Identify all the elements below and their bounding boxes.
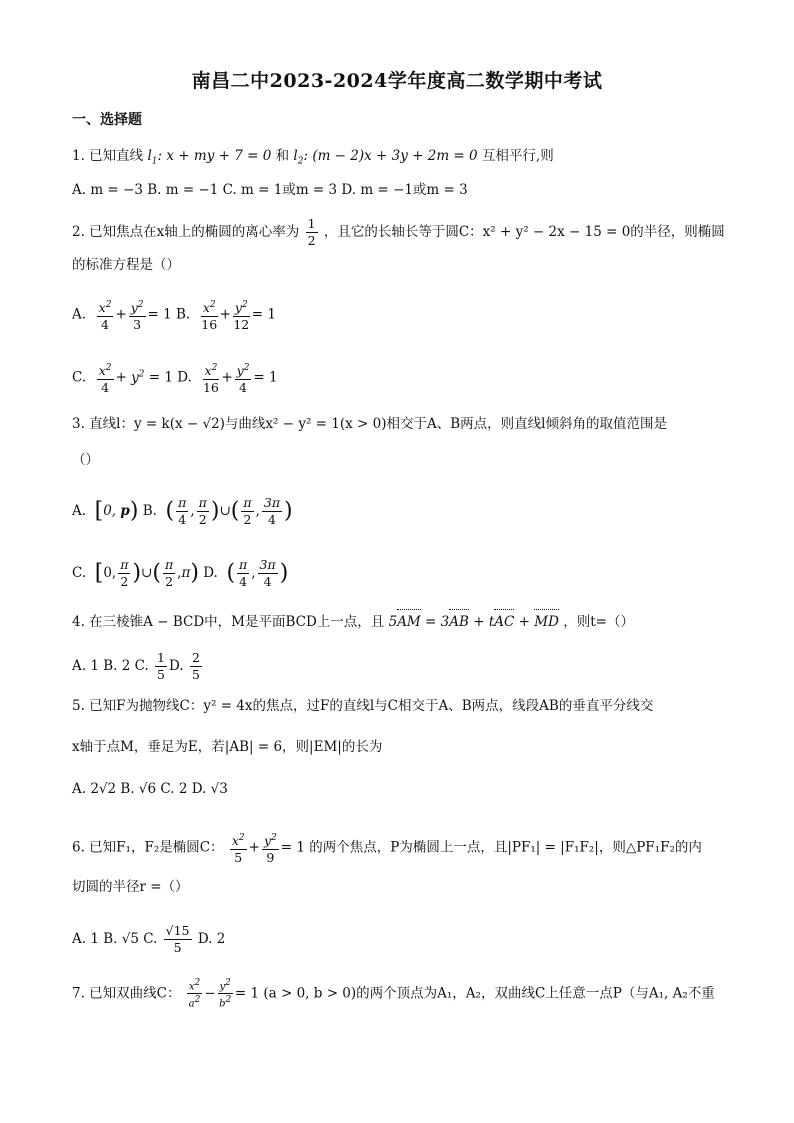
- question-1-stem: [72, 146, 554, 172]
- frac: $\frac{\pi}{2}$: [198, 495, 207, 527]
- question-4-stem: [72, 612, 634, 632]
- frac: $\frac{\pi}{2}$: [164, 557, 174, 589]
- page-title: 南昌二中2023-2024学年度高二数学期中考试: [191, 70, 603, 92]
- question-6-stem-cont: 切圆的半径r =（）: [72, 879, 189, 895]
- q1-l2-label: $l_2$:: [293, 148, 309, 167]
- q7-text-b: (a > 0, b > 0)的两个顶点为A₁，A₂，双曲线C上任意一点P（与A₁, A₂不重: [263, 985, 715, 1002]
- frac: $\frac{x^2}{a^2}$: [188, 978, 201, 1010]
- question-2-options-ab: A. $\frac{x^2}{4}$ + $\frac{y^2}{3}$ = 1 B. $\frac{x^2}{16}$ + $\frac{y^2}{12}$ = 1: [72, 297, 276, 333]
- question-2-stem-cont: 的标准方程是（）: [72, 257, 180, 273]
- q2-text-a: 2. 已知焦点在x轴上的椭圆的离心率为: [72, 224, 300, 240]
- question-2-options-cd: C. $\frac{x^2}{4}$ + $y^2 = 1$ D. $\frac{x^2}{16}$ + $\frac{y^2}{4}$ = 1: [72, 360, 278, 396]
- q1-l2-equation: (m − 2)x + 3y + 2m = 0: [312, 148, 478, 164]
- frac: $\frac{\pi}{2}$: [120, 557, 129, 589]
- q2-text-b: ，且它的长轴长等于圆C：x² + y² − 2x − 15 = 0的半径，则椭圆: [323, 224, 725, 240]
- q7-text-a: 7. 已知双曲线C：: [72, 985, 181, 1002]
- frac: $\frac{x^2}{16}$: [201, 297, 218, 333]
- frac: $\frac{√15}{5}$: [165, 923, 190, 955]
- frac: $\frac{1}{5}$: [157, 650, 165, 682]
- question-3-options-ab: A. [0, p) B. ( $\frac{\pi}{4}$ , $\frac{\pi}{2}$ )∪( $\frac{\pi}{2}$ , $\frac{3\pi}{4}$ ): [72, 495, 293, 527]
- question-3-stem-cont: （）: [72, 452, 99, 468]
- q1-text-a: 1. 已知直线: [72, 148, 144, 164]
- q1-l1-equation: x + my + 7 = 0: [166, 148, 272, 164]
- q4-text-a: 4. 在三棱锥A − BCD中，M是平面BCD上一点，且: [72, 614, 385, 630]
- frac: $\frac{2}{5}$: [191, 650, 200, 682]
- question-6-stem: 6. 已知F₁，F₂是椭圆C： $\frac{x^2}{5}$ + $\frac{y^2}{9}$ = 1 的两个焦点，P为椭圆上一点，且|PF₁| = |F₁F₂|，则△PF₁F₂的内: [72, 830, 702, 866]
- question-3-options-cd: C. [0, $\frac{\pi}{2}$ )∪( $\frac{\pi}{2}$ ,π) D. ( $\frac{\pi}{4}$ , $\frac{3\pi}{4}$ ): [72, 557, 289, 589]
- q1-l1-label: $l_1$:: [147, 148, 163, 167]
- q4-vector-equation: 5AM = 3AB + tAC + MD: [388, 614, 559, 630]
- frac: $\frac{3\pi}{4}$: [259, 557, 276, 589]
- frac: $\frac{x^2}{16}$: [203, 360, 220, 396]
- question-4-options: A. 1 B. 2 C. $\frac{1}{5}$ D. $\frac{2}{5}$: [72, 650, 200, 682]
- q6-text-a: 6. 已知F₁，F₂是椭圆C：: [72, 839, 224, 856]
- question-6-options: [72, 923, 225, 956]
- question-5-options: A. 2√2 B. √6 C. 2 D. √3: [72, 781, 228, 797]
- frac: $\frac{\pi}{2}$: [243, 495, 252, 527]
- q2-eccentricity-fraction: $\frac{1}{2}$: [307, 216, 316, 248]
- question-5-stem: 5. 已知F为抛物线C：y² = 4x的焦点，过F的直线l与C相交于A、B两点，线段AB的垂直平分线交: [72, 698, 654, 714]
- question-1-options: A. m = −3 B. m = −1 C. m = 1或m = 3 D. m = −1或m = 3: [72, 182, 468, 198]
- frac: $\frac{\pi}{4}$: [178, 495, 187, 527]
- question-5-stem-cont: x轴于点M，垂足为E，若|AB| = 6，则|EM|的长为: [72, 739, 383, 755]
- q1-text-b: 互相平行,则: [481, 148, 554, 164]
- frac: $\frac{y^2}{9}$: [262, 830, 279, 866]
- frac: $\frac{3\pi}{4}$: [263, 495, 281, 527]
- q6-text-b: 的两个焦点，P为椭圆上一点，且|PF₁| = |F₁F₂|，则△PF₁F₂的内: [309, 839, 702, 856]
- q4-text-b: ，则t=（）: [563, 614, 634, 630]
- frac: $\frac{x^2}{4}$: [97, 360, 114, 396]
- frac: $\frac{y^2}{4}$: [235, 360, 252, 396]
- q4-options-text: A. 1 B. 2 C.: [72, 658, 149, 674]
- frac: $\frac{y^2}{3}$: [129, 297, 146, 333]
- frac: $\frac{x^2}{4}$: [97, 297, 114, 333]
- question-7-stem: 7. 已知双曲线C： $\frac{x^2}{a^2}$ − $\frac{y^2}{b^2}$ = 1 (a > 0, b > 0)的两个顶点为A₁，A₂，双曲线C上任意一点P（与A₁, A₂不重: [72, 978, 715, 1010]
- q6-options-a: A. 1 B. √5 C.: [72, 931, 158, 947]
- frac: $\frac{y^2}{12}$: [233, 297, 250, 333]
- section-heading: 一、选择题: [72, 112, 142, 128]
- frac: $\frac{y^2}{b^2}$: [219, 978, 232, 1010]
- frac: $\frac{x^2}{5}$: [230, 830, 247, 866]
- q1-text-and: 和: [275, 148, 290, 164]
- frac: $\frac{\pi}{4}$: [239, 557, 248, 589]
- q6-options-b: D. 2: [197, 931, 226, 947]
- question-3-stem: 3. 直线l：y = k(x − √2)与曲线x² − y² = 1(x > 0)相交于A、B两点，则直线l倾斜角的取值范围是: [72, 416, 667, 432]
- question-2-stem: [72, 216, 725, 249]
